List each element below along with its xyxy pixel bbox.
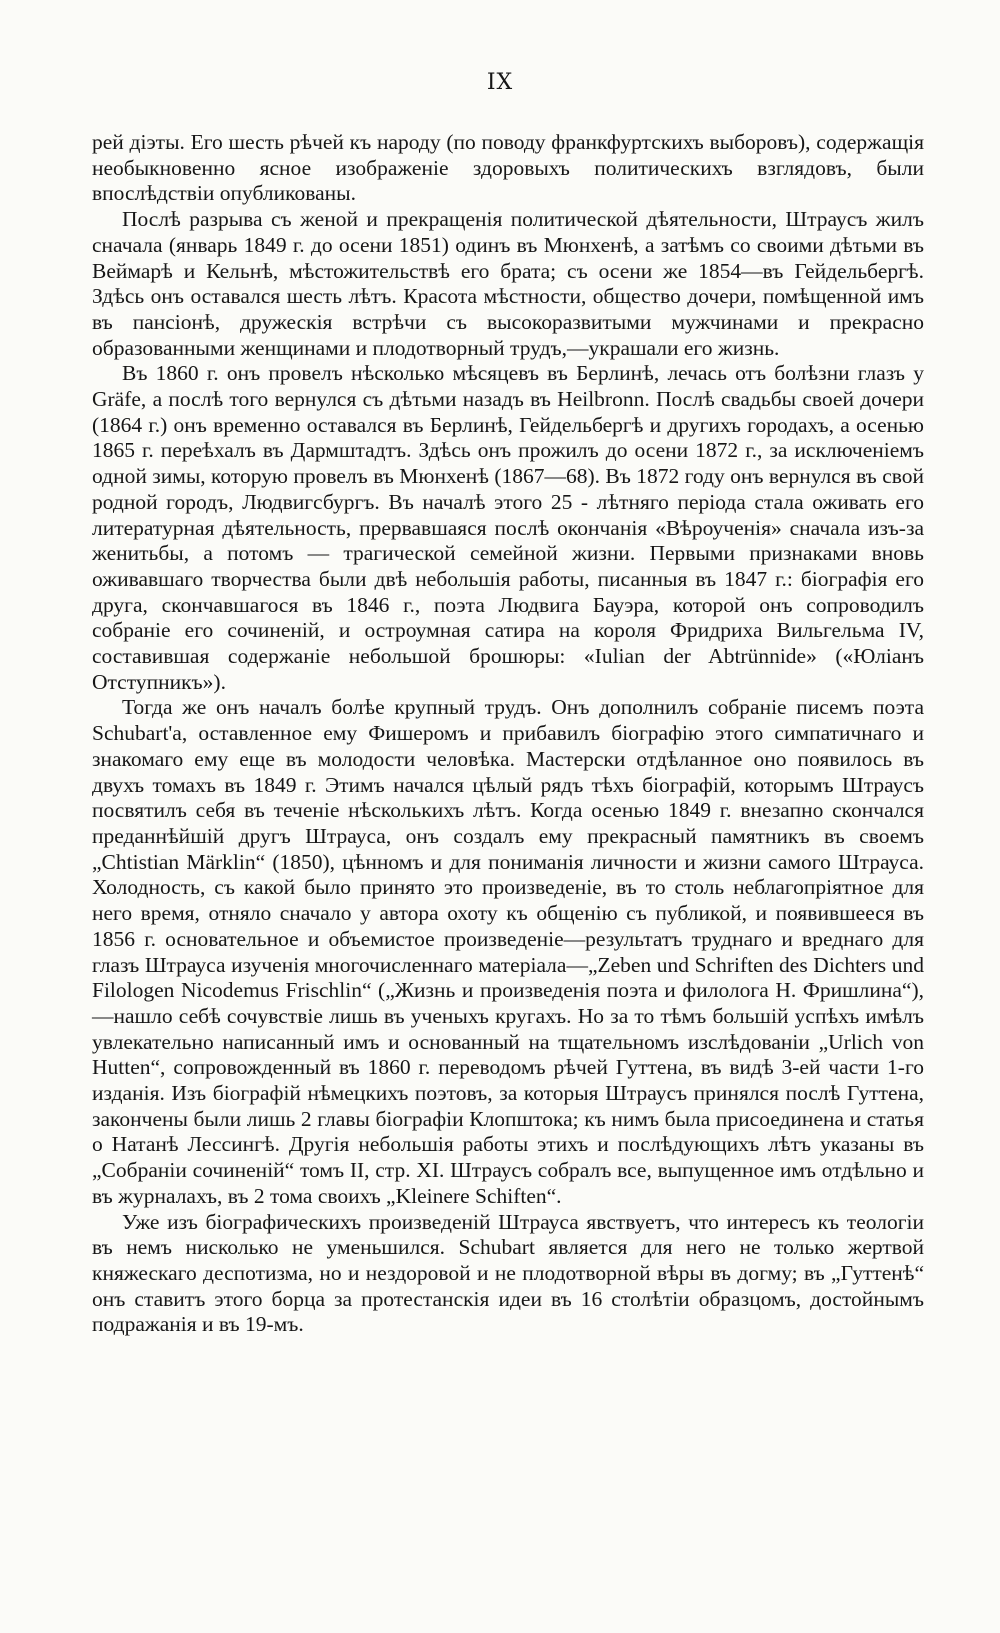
paragraph-3: Въ 1860 г. онъ провелъ нѣсколько мѣсяцевъ въ Берлинѣ, лечась отъ болѣзни глазъ у Gräfe, а послѣ того вернулся съ дѣтьми назадъ въ Heilbronn. Послѣ свадьбы своей дочери (1864 г.) онъ временно оставался въ Берлинѣ, Гейдельбергѣ и другихъ городахъ, а осенью 1865 г. переѣхалъ въ Дармштадтъ. Здѣсь онъ прожилъ до осени 1872 г., за исключеніемъ одной зимы, которую провелъ въ Мюнхенѣ (1867—68). Въ 1872 году онъ вернулся въ свой родной городъ, Людвигсбургъ. Въ началѣ этого 25 - лѣтняго періода стала оживать его литературная дѣятельность, прервавшаяся послѣ окончанія «Вѣроученія» сначала изъ-за женитьбы, а потомъ — трагической семейной жизни. Первыми признаками вновь оживавшаго творчества были двѣ небольшія работы, писанныя въ 1847 г.: біографія его друга, скончавшагося въ 1846 г., поэта Людвига Бауэра, которой онъ сопроводилъ собраніе его сочиненій, и остроумная сатира на короля Фридриха Вильгельма IV, составившая содержаніе небольшой брошюры: «Iulian der Abtrünnide» («Юліанъ Отступникъ»). [92, 361, 924, 694]
paragraph-5: Уже изъ біографическихъ произведеній Штрауса явствуетъ, что интересъ къ теологіи въ немъ нисколько не уменьшился. Schubart является для него не только жертвой княжескаго деспотизма, но и нездоровой и не плодотворной вѣры въ догму; въ „Гуттенѣ“ онъ ставитъ этого борца за протестанскія идеи въ 16 столѣтіи образцомъ, достойнымъ подражанія и въ 19-мъ. [92, 1209, 924, 1337]
paragraph-2: Послѣ разрыва съ женой и прекращенія политической дѣятельности, Штраусъ жилъ сначала (январь 1849 г. до осени 1851) одинъ въ Мюнхенѣ, а затѣмъ со своими дѣтьми въ Веймарѣ и Кельнѣ, мѣстожительствѣ его брата; съ осени же 1854—въ Гейдельбергѣ. Здѣсь онъ оставался шесть лѣтъ. Красота мѣстности, общество дочери, помѣщенной имъ въ пансіонѣ, дружескія встрѣчи съ высокоразвитыми мужчинами и прекрасно образованными женщинами и плодотворный трудъ,—украшали его жизнь. [92, 207, 924, 360]
page-number: IX [486, 70, 514, 95]
paragraph-4: Тогда же онъ началъ болѣе крупный трудъ. Онъ дополнилъ собраніе писемъ поэта Schubart'a, оставленное ему Фишеромъ и прибавилъ біографію этого симпатичнаго и знакомаго ему еще въ молодости человѣка. Мастерски отдѣланное оно появилось въ двухъ томахъ въ 1849 г. Этимъ начался цѣлый рядъ тѣхъ біографій, которымъ Штраусъ посвятилъ себя въ теченіе нѣсколькихъ лѣтъ. Когда осенью 1849 г. внезапно скончался преданнѣйшій другъ Штрауса, онъ создалъ ему прекрасный памятникъ въ своемъ „Chtistian Märklin“ (1850), цѣнномъ и для пониманія личности и жизни самого Штрауса. Холодность, съ какой было принято это произведеніе, въ то столь неблагопріятное для него время, отняло сначало у автора охоту къ общенію съ публикой, и появившееся въ 1856 г. основательное и объемистое произведеніе—результатъ труднаго и вреднаго для глазъ Штрауса изученія многочисленнаго матеріала—„Zeben und Schriften des Dichters und Filologen Nicodemus Frischlin“ („Жизнь и произведенія поэта и филолога Н. Фришлина“),—нашло себѣ сочувствіе лишь въ ученыхъ кругахъ. Но за то тѣмъ большій успѣхъ имѣлъ увлекательно написанный имъ и основанный на тщательномъ изслѣдованіи „Urlich von Hutten“, сопровожденный въ 1860 г. переводомъ рѣчей Гуттена, въ видѣ 3-ей части 1-го изданія. Изъ біографій нѣмецкихъ поэтовъ, за которыя Штраусъ принялся послѣ Гуттена, закончены были лишь 2 главы біографіи Клопштока; къ нимъ была присоединена и статья о Натанѣ Лессингѣ. Другія небольшія работы этихъ и послѣдующихъ лѣтъ указаны въ „Собраніи сочиненій“ томъ II, стр. XI. Штраусъ собралъ все, выпущенное имъ отдѣльно и въ журналахъ, въ 2 тома своихъ „Kleinere Schiften“. [92, 695, 924, 1208]
paragraph-1: рей діэты. Его шесть рѣчей къ народу (по поводу франкфуртскихъ выборовъ), содержащія необыкновенно ясное изображеніе здоровыхъ политическихъ взглядовъ, были впослѣдствіи опубликованы. [92, 130, 924, 206]
body-text [92, 130, 924, 1338]
